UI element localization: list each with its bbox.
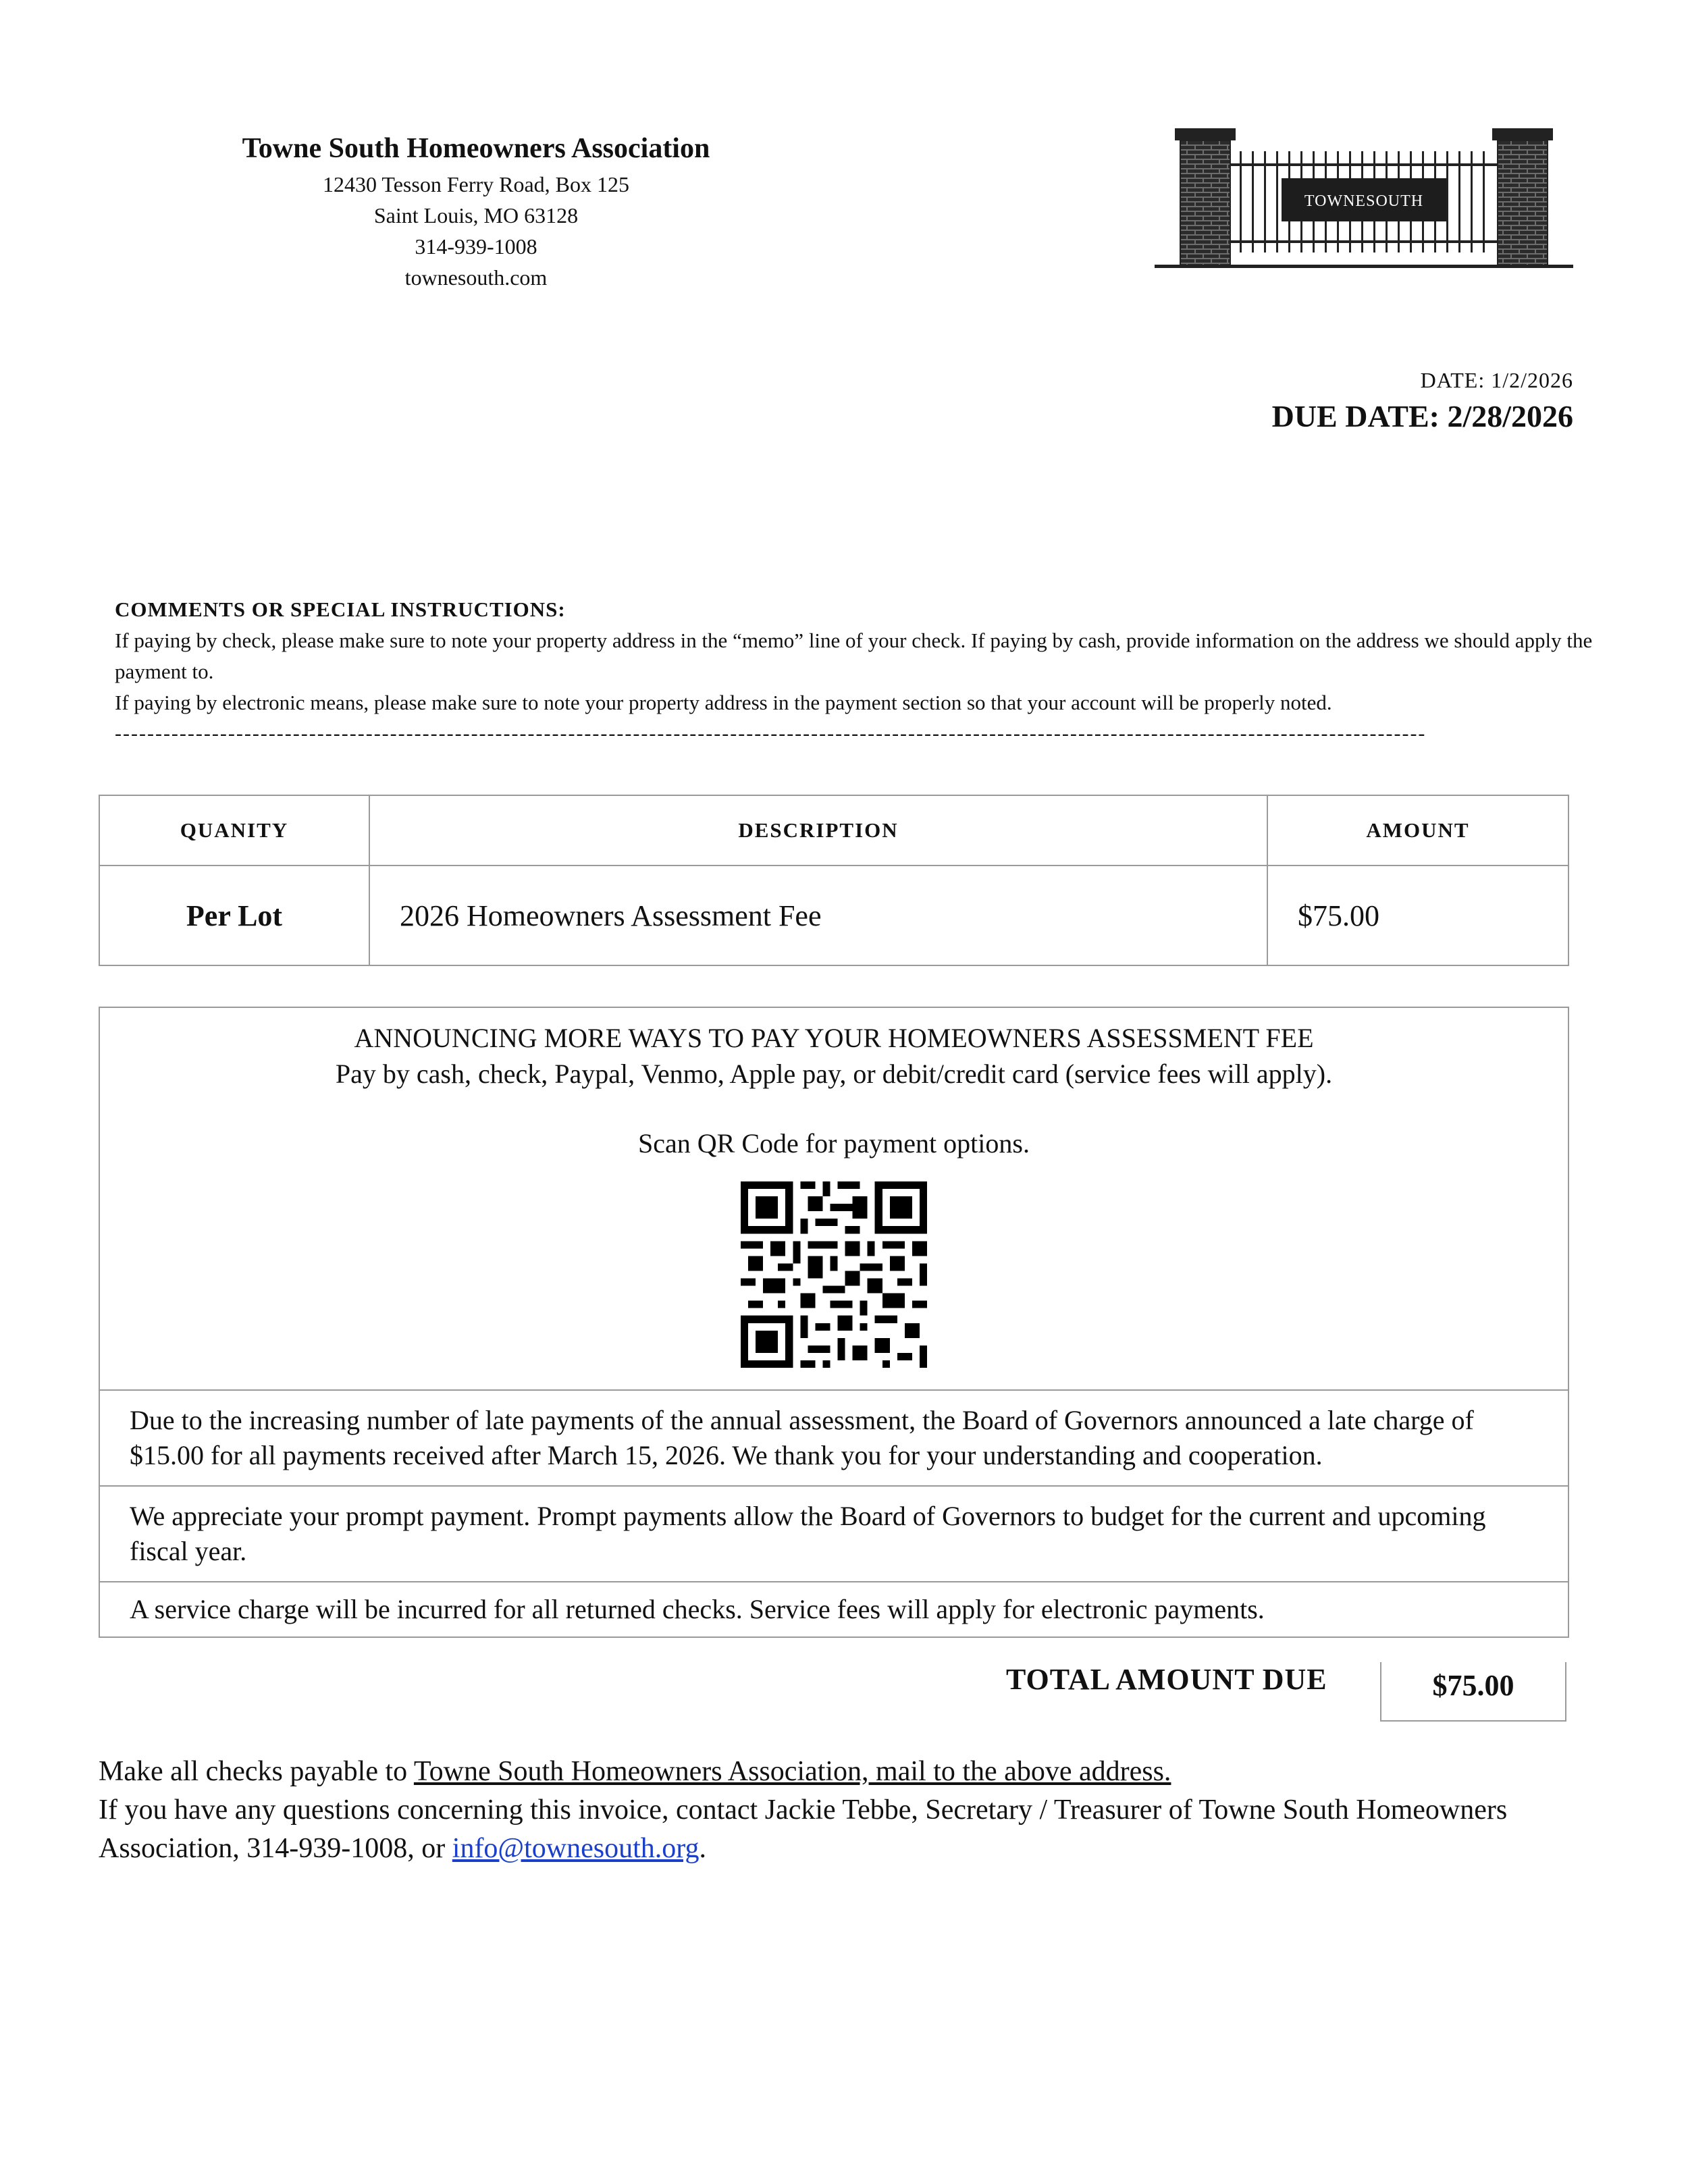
due-date: DUE DATE: 2/28/2026 <box>1271 399 1573 433</box>
total-amount-label: TOTAL AMOUNT DUE <box>1006 1663 1327 1696</box>
table-row <box>99 865 1568 965</box>
column-header-quantity: QUANITY <box>99 795 369 865</box>
org-address-line1: 12430 Tesson Ferry Road, Box 125 <box>322 172 630 196</box>
townesouth-gate-logo <box>1155 122 1573 280</box>
payment-info-box <box>99 1007 1569 1638</box>
cell-description: 2026 Homeowners Assessment Fee <box>369 865 1267 965</box>
cell-amount: $75.00 <box>1267 865 1568 965</box>
org-address-line2: Saint Louis, MO 63128 <box>373 203 579 228</box>
payment-methods: Pay by cash, check, Paypal, Venmo, Apple pay, or debit/credit card (service fees will apply). <box>335 1059 1333 1089</box>
checks-payable-line <box>99 1753 1618 1791</box>
comments-section <box>115 594 1634 718</box>
comments-line1: If paying by check, please make sure to note your property address in the “memo” line of your check. If paying by cash, provide information on the address we should apply the payment to. <box>115 629 1593 683</box>
total-amount-value: $75.00 <box>1380 1662 1566 1722</box>
column-header-amount: AMOUNT <box>1267 795 1568 865</box>
org-name: Towne South Homeowners Association <box>242 133 710 164</box>
payment-announcement <box>100 1008 1568 1391</box>
questions-line <box>99 1791 1618 1868</box>
contact-email-link[interactable]: info@townesouth.org <box>452 1833 700 1864</box>
late-charge-note: Due to the increasing number of late payments of the annual assessment, the Board of Governors announced a late charge of $15.00 for all payments received after March 15, 2026. We thank you for your understanding and cooperation. <box>100 1391 1568 1487</box>
logo-text: TOWNESOUTH <box>1304 192 1424 210</box>
dashed-divider: ------------------------------------------------------------------------------------------------------------------------------------------------------------------ <box>115 722 1427 745</box>
announcement-heading: ANNOUNCING MORE WAYS TO PAY YOUR HOMEOWNERS ASSESSMENT FEE <box>354 1023 1314 1053</box>
column-header-description: DESCRIPTION <box>369 795 1267 865</box>
line-items-table <box>99 795 1569 966</box>
table-header-row <box>99 795 1568 865</box>
invoice-date: DATE: 1/2/2026 <box>1420 368 1573 392</box>
org-website: townesouth.com <box>404 265 548 290</box>
footer-instructions <box>99 1753 1618 1868</box>
cell-quantity: Per Lot <box>99 865 369 965</box>
service-charge-note: A service charge will be incurred for all returned checks. Service fees will apply for electronic payments. <box>130 1594 1265 1624</box>
questions-end: . <box>699 1833 706 1864</box>
comments-title: COMMENTS OR SPECIAL INSTRUCTIONS: <box>115 597 566 621</box>
qr-prompt: Scan QR Code for payment options. <box>638 1128 1030 1158</box>
org-header <box>122 128 830 293</box>
questions-text: If you have any questions concerning this invoice, contact Jackie Tebbe, Secretary / Treasurer of Towne South Homeowners Association, 314-939-1008, or <box>99 1794 1508 1864</box>
comments-line2: If paying by electronic means, please make sure to note your property address in the payment section so that your account will be properly noted. <box>115 691 1332 714</box>
prompt-payment-note: We appreciate your prompt payment. Prompt payments allow the Board of Governors to budget for the current and upcoming fiscal year. <box>100 1487 1568 1582</box>
payment-qr-code[interactable] <box>741 1181 927 1368</box>
checks-prefix: Make all checks payable to <box>99 1756 414 1787</box>
checks-payee: Towne South Homeowners Association, mail to the above address. <box>413 1756 1171 1787</box>
org-phone: 314-939-1008 <box>415 234 537 259</box>
